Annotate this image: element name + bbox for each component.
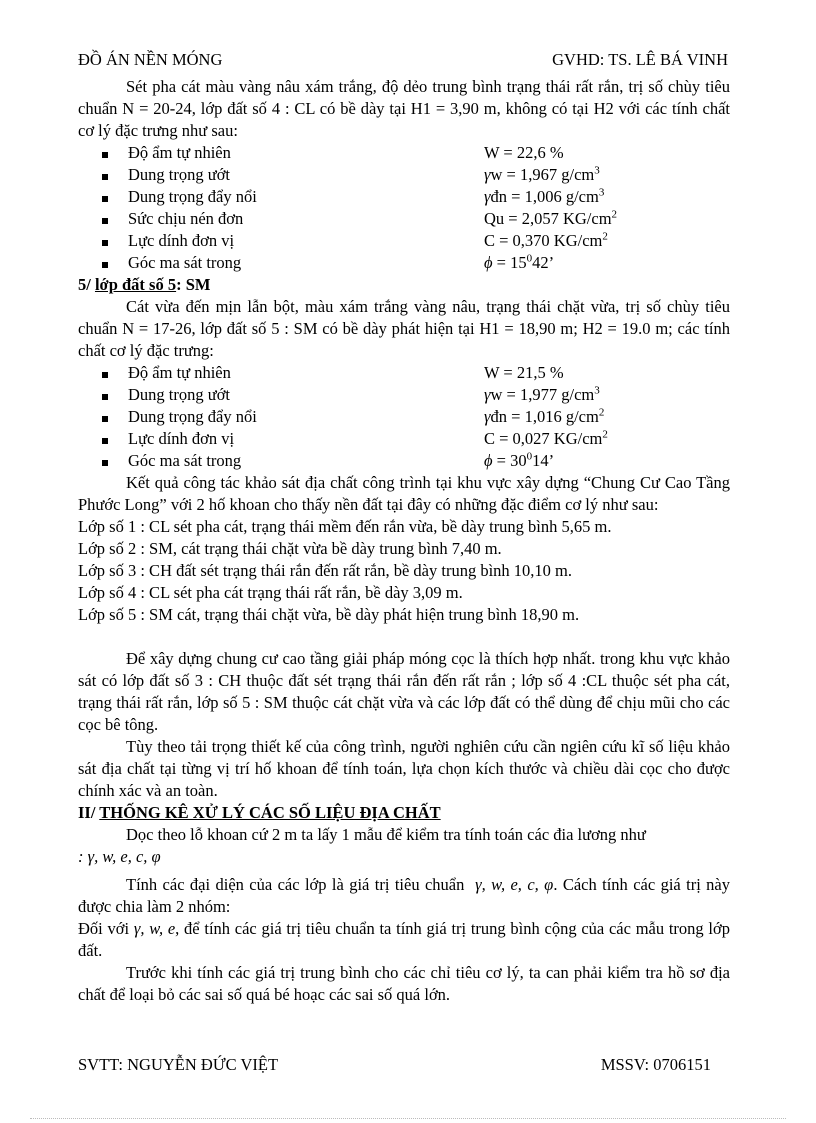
layer5-heading: 5/ lớp đất số 5: SM: [78, 275, 211, 294]
section2-p3: Đối với γ, w, e, để tính các giá trị tiêu chuẩn ta tính giá trị trung bình cộng của các mẫu trong lớp đất.: [78, 919, 730, 960]
bullet-icon: [102, 230, 116, 252]
section2-heading: II/ THỐNG KÊ XỬ LÝ CÁC SỐ LIỆU ĐỊA CHẤT: [78, 803, 441, 822]
list-item: Dung trọng đẩy nổi γđn = 1,016 $g/cm^2$: [78, 406, 730, 428]
layer4-properties: [78, 142, 730, 274]
bullet-icon: [102, 450, 116, 472]
bullet-icon: [102, 186, 116, 208]
page-content: [78, 76, 730, 1006]
bullet-icon: [102, 406, 116, 428]
section2-p2: Tính các đại diện của các lớp là giá trị tiêu chuẩn γ, w, e, c, φ. Cách tính các giá trị này được chia làm 2 nhóm:: [78, 875, 731, 916]
page-footer: [78, 1055, 711, 1075]
list-item: Dung trọng đẩy nổi γđn = 1,006 $g/cm^3$: [78, 186, 730, 208]
footer-left: SVTT: NGUYỄN ĐỨC VIỆT: [78, 1055, 279, 1074]
bullet-icon: [102, 164, 116, 186]
summary-line: Lớp số 3 : CH đất sét trạng thái rắn đến rất rắn, bề dày trung bình 10,10 m.: [78, 561, 572, 580]
bullet-icon: [102, 362, 116, 384]
layer5-intro: Cát vừa đến mịn lẫn bột, màu xám trắng vàng nâu, trạng thái chặt vừa, trị số chùy tiêu chuẩn N = 17-26, lớp đất số 5 : SM có bề dày phát hiện tại H1 = 18,90 m; H2 = 19.0 m; các tính chất cơ lý đặc trưng:: [78, 297, 730, 360]
bullet-icon: [102, 142, 116, 164]
bullet-icon: [102, 208, 116, 230]
list-item: Sức chịu nén đơn Qu = 2,057 $KG/cm^2$: [78, 208, 730, 230]
section2-p4: Trước khi tính các giá trị trung bình cho các chỉ tiêu cơ lý, ta can phải kiểm tra hồ sơ địa chất để loại bỏ các sai số quá bé hoạc các sai số quá lớn.: [78, 963, 730, 1004]
page-header: [78, 50, 728, 70]
bullet-icon: [102, 252, 116, 274]
layer4-intro: Sét pha cát màu vàng nâu xám trắng, độ dẻo trung bình trạng thái rất rắn, trị số chùy tiêu chuẩn N = 20-24, lớp đất số 4 : CL có bề dày tại H1 = 3,90 m, không có tại H2 với các tính chất cơ lý đặc trưng như sau:: [78, 77, 730, 140]
bullet-icon: [102, 384, 116, 406]
header-left: ĐỒ ÁN NỀN MÓNG: [78, 50, 223, 69]
spacer: [78, 626, 730, 648]
list-item: Độ ẩm tự nhiên W = 22,6 %: [78, 142, 730, 164]
list-item: Dung trọng ướt γw = 1,977 $g/cm^3$: [78, 384, 730, 406]
bullet-icon: [102, 428, 116, 450]
paragraph-piles: Để xây dựng chung cư cao tầng giải pháp móng cọc là thích hợp nhất. trong khu vực khảo sát có lớp đất số 3 : CH thuộc đất sét trạng thái rắn đến rất rắn ; lớp số 4 :CL thuộc sét pha cát, trạng thái rất rắn, lớp số 5 : SM thuộc cát chặt vừa và các lớp đất có thể dùng để chịu mũi cho các cọc bê tông.: [78, 649, 730, 734]
summary-line: Lớp số 1 : CL sét pha cát, trạng thái mềm đến rắn vừa, bề dày trung bình 5,65 m.: [78, 517, 612, 536]
footer-right: MSSV: 0706151: [600, 1055, 711, 1074]
summary-line: Lớp số 2 : SM, cát trạng thái chặt vừa bề dày trung bình 7,40 m.: [78, 539, 502, 558]
list-item: Dung trọng ướt γw = 1,967 $g/cm^3$: [78, 164, 730, 186]
list-item: Độ ẩm tự nhiên W = 21,5 %: [78, 362, 730, 384]
summary-intro: Kết quả công tác khảo sát địa chất công trình tại khu vực xây dựng “Chung Cư Cao Tầng Phước Long” với 2 hố khoan cho thấy nền đất tại đây có những đặc điểm cơ lý như sau:: [78, 473, 730, 514]
list-item: Lực dính đơn vị C = 0,370 $KG/cm^2$: [78, 230, 730, 252]
header-right: GVHD: TS. LÊ BÁ VINH: [552, 50, 728, 69]
list-item: Góc ma sát trong $\phi = 30^014$’: [78, 450, 730, 472]
paragraph-loads: Tùy theo tải trọng thiết kế của công trình, người nghiên cứu cần ngiên cứu kĩ số liệu khảo sát địa chất tại từng vị trí hố khoan để tính toán, lựa chọn kích thước và chiều dài cọc cho được chính xác và an toàn.: [78, 737, 730, 800]
list-item: Lực dính đơn vị C = 0,027 $KG/cm^2$: [78, 428, 730, 450]
list-item: Góc ma sát trong $\phi = 15^042$’: [78, 252, 730, 274]
summary-line: Lớp số 4 : CL sét pha cát trạng thái rất rắn, bề dày 3,09 m.: [78, 583, 463, 602]
layer5-properties: [78, 362, 730, 472]
page-border-dotted: [30, 1118, 786, 1119]
section2-p1: Dọc theo lỗ khoan cứ 2 m ta lấy 1 mẫu để kiểm tra tính toán các đia lương như : γ, w, e, c, φ: [78, 825, 646, 866]
summary-line: Lớp số 5 : SM cát, trạng thái chặt vừa, bề dày phát hiện trung bình 18,90 m.: [78, 605, 580, 624]
